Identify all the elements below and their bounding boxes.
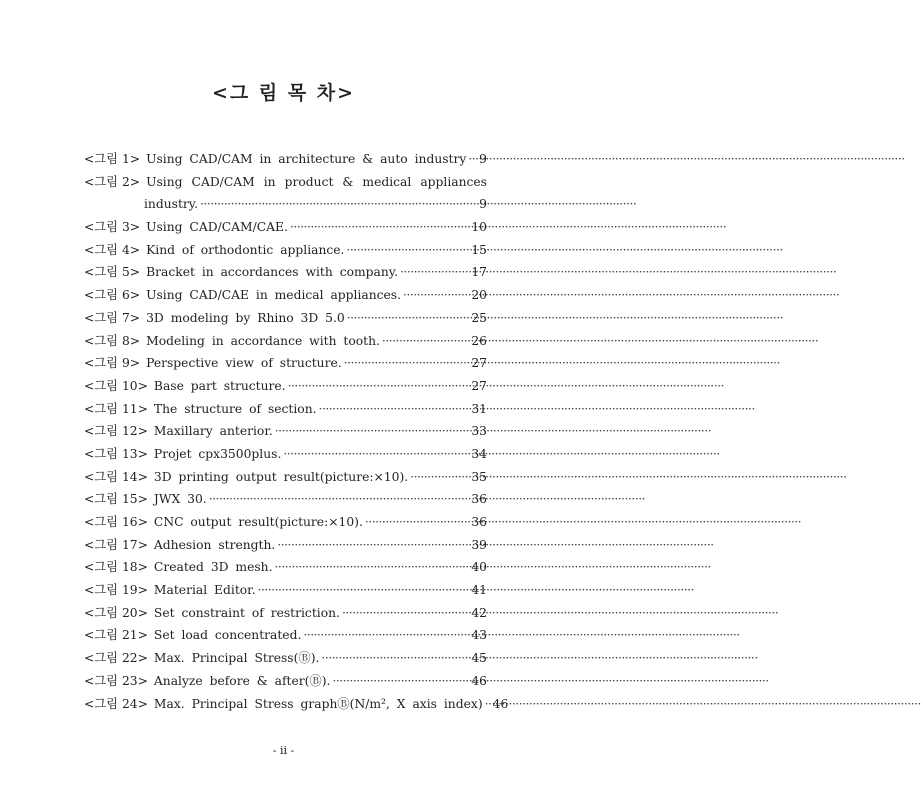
dot-leader [275,420,470,443]
dot-leader [209,488,470,511]
figure-title: Using CAD/CAE in medical appliances. [146,288,402,303]
dot-leader [258,579,470,602]
figure-title: Max. Principal Stress graphⒷ(N/m², X axis index) [153,696,483,711]
page-number: 33 [471,424,487,439]
toc-entry[interactable] [84,466,487,489]
dot-leader [346,239,469,262]
page-number: 9 [479,152,487,166]
figure-title: Analyze before & after(Ⓑ). [153,673,331,688]
figure-label: <그림 18> [84,560,148,575]
dot-leader [290,216,469,239]
dot-leader [347,307,470,330]
figure-label: <그림 19> [84,583,148,598]
toc-entry-continuation[interactable] [84,193,487,216]
page-title: <그 림 목 차> [211,82,356,104]
page-number: 25 [471,310,487,325]
figure-label: <그림 21> [84,628,148,643]
toc-entry[interactable] [84,647,487,670]
page-number: 20 [471,288,487,303]
figure-label: <그림 8> [84,333,141,348]
toc-entry[interactable] [84,375,487,398]
figure-label: <그림 13> [84,446,148,461]
figure-title-continuation: industry. [144,197,198,212]
figure-label: <그림 6> [84,288,141,303]
figure-label: <그림 2> [84,174,141,189]
page-number: 27 [471,378,487,393]
dot-leader [468,148,477,171]
figure-label: <그림 14> [84,469,148,484]
figure-label: <그림 22> [84,651,148,666]
dot-leader [283,443,469,466]
figure-title: Material Editor. [153,583,256,598]
dot-leader [303,624,469,647]
toc-entry[interactable] [84,443,487,466]
dot-leader [321,647,469,670]
figure-label: <그림 7> [84,310,141,325]
toc-entry[interactable] [84,624,487,647]
toc-entry[interactable] [84,148,487,171]
page-number: 46 [492,696,509,711]
figure-label: <그림 3> [84,220,141,235]
toc-entry[interactable] [84,420,487,443]
dot-leader [275,556,470,579]
toc-entry[interactable] [84,352,487,375]
toc-entry[interactable] [84,261,487,284]
figure-list [84,148,509,715]
page-number: 9 [479,197,487,212]
dot-leader [400,261,469,284]
dot-leader [344,352,470,375]
page-number: 41 [471,583,487,598]
toc-entry[interactable] [84,488,487,511]
figure-label: <그림 15> [84,492,148,507]
figure-title: Max. Principal Stress(Ⓑ). [153,651,320,666]
figure-title: Created 3D mesh. [153,560,273,575]
figure-title: Using CAD/CAM in architecture & auto industry [146,152,467,166]
toc-entry[interactable] [84,534,487,557]
figure-title: Modeling in accordance with tooth. [146,333,380,348]
page-number: 46 [471,673,487,688]
figure-title: Kind of orthodontic appliance. [146,242,345,257]
figure-label: <그림 4> [84,242,141,257]
dot-leader [403,284,469,307]
toc-entry[interactable] [84,284,487,307]
page-number: 43 [471,628,487,643]
dot-leader [277,534,469,557]
page-number: 34 [471,446,487,461]
figure-title: 3D printing output result(picture:×10). [153,469,409,484]
figure-title: Projet cpx3500plus. [153,446,282,461]
dot-leader [365,511,469,534]
figure-title: Using CAD/CAM/CAE. [146,220,288,235]
page-number: 26 [471,333,487,348]
toc-entry[interactable] [84,602,487,625]
figure-label: <그림 16> [84,515,148,529]
toc-entry[interactable] [84,239,487,262]
dot-leader [200,193,477,216]
figure-label: <그림 17> [84,537,148,552]
dot-leader [410,466,469,489]
toc-entry[interactable] [84,670,487,693]
toc-entry[interactable] [84,579,487,602]
figure-label: <그림 20> [84,605,148,620]
page-number: 10 [471,220,487,235]
figure-label: <그림 5> [84,265,141,280]
page-number: 31 [471,401,487,416]
page-number: 36 [471,515,487,529]
figure-label: <그림 11> [84,401,148,416]
page-number: 39 [471,537,487,552]
figure-label: <그림 24> [84,696,148,711]
figure-label: <그림 12> [84,424,148,439]
figure-label: <그림 1> [84,152,141,166]
page-number: 36 [471,492,487,507]
toc-entry[interactable] [84,216,487,239]
figure-title: Perspective view of structure. [146,356,342,371]
dot-leader [382,330,469,353]
figure-label: <그림 10> [84,378,148,393]
toc-entry[interactable] [84,307,487,330]
dot-leader [319,398,470,421]
figure-title: Adhesion strength. [153,537,276,552]
dot-leader [332,670,469,693]
page-footer-number: - ii - [272,744,295,757]
dot-leader [485,693,491,716]
page-number: 15 [471,242,487,257]
figure-title: The structure of section. [153,401,317,416]
figure-title: CNC output result(picture:×10). [153,515,363,529]
dot-leader [288,375,470,398]
figure-title: Using CAD/CAM in product & medical appliances [146,174,487,189]
toc-entry[interactable] [84,398,487,421]
figure-title: Base part structure. [153,378,286,393]
figure-title: Set constraint of restriction. [153,605,340,620]
page-number: 45 [471,651,487,666]
toc-entry[interactable] [84,330,487,353]
page-number: 40 [471,560,487,575]
page-number: 42 [471,605,487,620]
figure-title: Set load concentrated. [153,628,302,643]
toc-entry[interactable] [84,511,487,534]
toc-entry[interactable] [84,693,509,716]
toc-entry[interactable] [84,171,487,194]
page-number: 17 [471,265,487,280]
toc-entry[interactable] [84,556,487,579]
figure-title: JWX 30. [153,492,207,507]
dot-leader [342,602,469,625]
figure-title: Bracket in accordances with company. [146,265,399,280]
figure-label: <그림 23> [84,673,148,688]
figure-title: Maxillary anterior. [153,424,273,439]
page-number: 35 [471,469,487,484]
figure-label: <그림 9> [84,356,141,371]
figure-title: 3D modeling by Rhino 3D 5.0 [146,310,345,325]
page-number: 27 [471,356,487,371]
